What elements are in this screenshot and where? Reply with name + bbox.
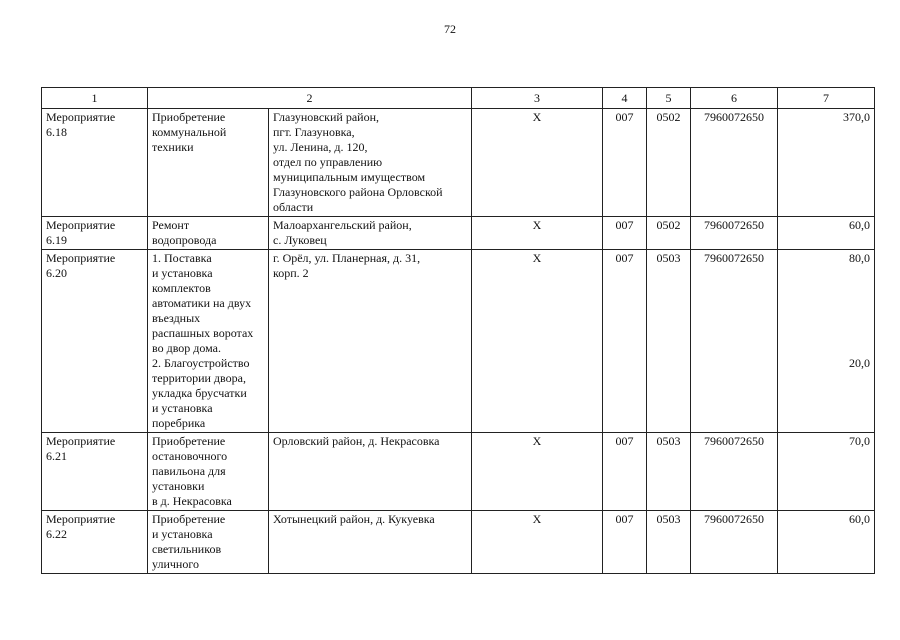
event-name-cell [148,511,269,574]
table-row [42,250,875,433]
amount-value: 20,0 [849,356,870,370]
location-cell-line: Малоархангельский район, [273,218,412,232]
event-cell [42,433,148,511]
event-name-cell-line: установки [152,479,205,493]
event-cell [42,511,148,574]
event-name-cell [148,109,269,217]
amount-cell [778,217,875,250]
col5-cell: 0502 [647,217,691,250]
col3-cell: Х [472,433,603,511]
header-col-2: 2 [148,88,472,109]
col3-cell: Х [472,250,603,433]
table-row [42,511,875,574]
col5-cell: 0502 [647,109,691,217]
event-name-cell-line: Приобретение [152,110,226,124]
event-name-cell [148,250,269,433]
event-name-cell [148,217,269,250]
event-cell [42,109,148,217]
location-cell [269,217,472,250]
col6-cell: 7960072650 [691,217,778,250]
event-cell [42,250,148,433]
col6-cell: 7960072650 [691,109,778,217]
budget-table [41,87,875,574]
location-cell [269,433,472,511]
amount-value: 60,0 [849,512,870,526]
event-name-cell-line: остановочного [152,449,228,463]
event-name-cell-line: водопровода [152,233,217,247]
header-col-4: 4 [603,88,647,109]
location-cell-line: корп. 2 [273,266,309,280]
event-name-cell [148,433,269,511]
event-cell-line: 6.20 [46,266,67,280]
event-cell-line: 6.18 [46,125,67,139]
event-name-cell-line: Приобретение [152,512,226,526]
event-cell-line: 6.22 [46,527,67,541]
col5-cell: 0503 [647,433,691,511]
event-name-cell-line: Ремонт [152,218,190,232]
event-cell-line: Мероприятие [46,251,116,265]
event-name-cell-line: территории двора, [152,371,246,385]
event-name-cell-line: комплектов [152,281,211,295]
location-cell-line: Орловский район, д. Некрасовка [273,434,440,448]
event-name-cell-line: 2. Благоустройство [152,356,250,370]
event-name-cell-line: Приобретение [152,434,226,448]
event-name-cell-line: павильона для [152,464,226,478]
event-name-cell-line: уличного [152,557,199,571]
event-name-cell-line: коммунальной [152,125,227,139]
header-col-7: 7 [778,88,875,109]
col6-cell: 7960072650 [691,433,778,511]
header-col-1: 1 [42,88,148,109]
location-cell-line: пгт. Глазуновка, [273,125,355,139]
col4-cell: 007 [603,109,647,217]
amount-value: 70,0 [849,434,870,448]
location-cell-line: области [273,200,314,214]
event-name-cell-line: во двор дома. [152,341,221,355]
col4-cell: 007 [603,217,647,250]
header-col-3: 3 [472,88,603,109]
amount-cell [778,433,875,511]
col6-cell: 7960072650 [691,511,778,574]
location-cell-line: Хотынецкий район, д. Кукуевка [273,512,435,526]
table-row [42,109,875,217]
col4-cell: 007 [603,433,647,511]
col4-cell: 007 [603,511,647,574]
event-name-cell-line: поребрика [152,416,206,430]
table-row [42,433,875,511]
amount-cell [778,250,875,433]
header-col-6: 6 [691,88,778,109]
location-cell-line: Глазуновского района Орловской [273,185,443,199]
event-name-cell-line: распашных воротах [152,326,254,340]
table-row [42,217,875,250]
event-cell-line: Мероприятие [46,110,116,124]
table-header-row [42,88,875,109]
location-cell [269,109,472,217]
event-name-cell-line: и установка [152,527,213,541]
event-name-cell-line: автоматики на двух [152,296,252,310]
event-name-cell-line: техники [152,140,194,154]
location-cell-line: ул. Ленина, д. 120, [273,140,368,154]
event-cell [42,217,148,250]
location-cell-line: муниципальным имуществом [273,170,426,184]
event-cell-line: 6.19 [46,233,67,247]
event-name-cell-line: укладка брусчатки [152,386,247,400]
col5-cell: 0503 [647,250,691,433]
event-cell-line: 6.21 [46,449,67,463]
col5-cell: 0503 [647,511,691,574]
event-cell-line: Мероприятие [46,512,116,526]
location-cell-line: Глазуновский район, [273,110,380,124]
location-cell [269,250,472,433]
col4-cell: 007 [603,250,647,433]
location-cell-line: г. Орёл, ул. Планерная, д. 31, [273,251,421,265]
amount-spacer [782,266,870,356]
event-name-cell-line: въездных [152,311,201,325]
amount-value: 370,0 [843,110,870,124]
event-cell-line: Мероприятие [46,434,116,448]
col3-cell: Х [472,109,603,217]
header-col-5: 5 [647,88,691,109]
amount-value: 80,0 [849,251,870,265]
col3-cell: Х [472,511,603,574]
col6-cell: 7960072650 [691,250,778,433]
event-name-cell-line: 1. Поставка [152,251,212,265]
location-cell-line: с. Луковец [273,233,327,247]
col3-cell: Х [472,217,603,250]
event-name-cell-line: и установка [152,266,213,280]
location-cell-line: отдел по управлению [273,155,383,169]
location-cell [269,511,472,574]
amount-value: 60,0 [849,218,870,232]
event-cell-line: Мероприятие [46,218,116,232]
event-name-cell-line: в д. Некрасовка [152,494,232,508]
event-name-cell-line: и установка [152,401,213,415]
page-number: 72 [444,22,456,36]
amount-cell [778,511,875,574]
amount-cell [778,109,875,217]
event-name-cell-line: светильников [152,542,222,556]
